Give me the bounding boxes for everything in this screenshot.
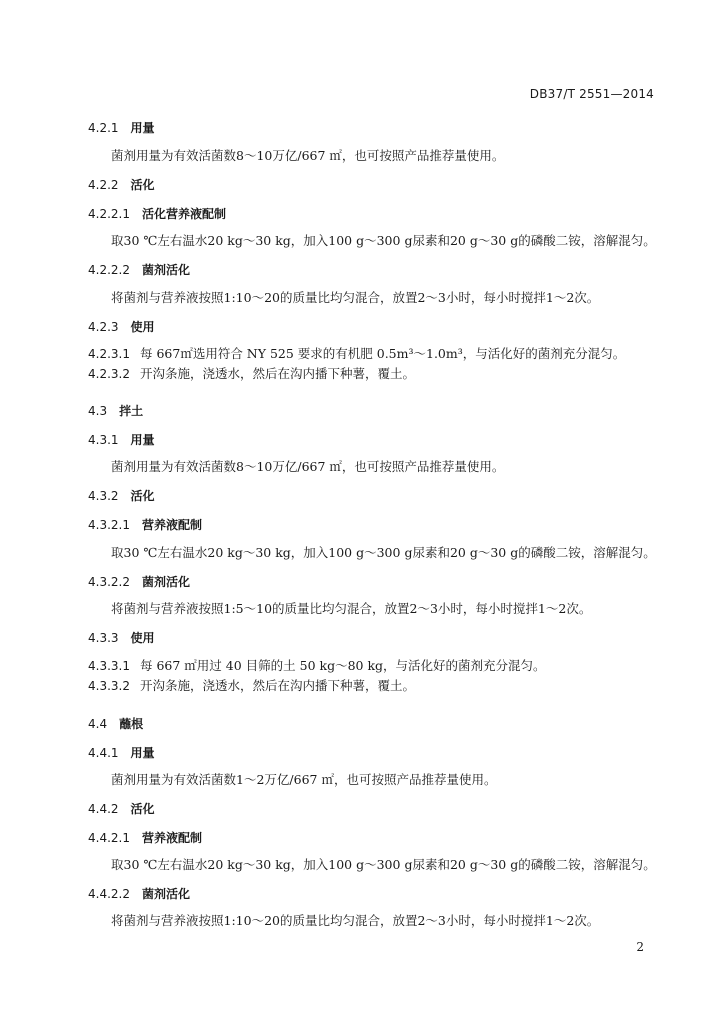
section-heading: 4.2.3 使用 (88, 320, 155, 334)
paragraph: 取30 ℃左右温水20 kg～30 kg，加入100 g～300 g尿素和20 g～30 g的磷酸二铵，溶解混匀。 (111, 545, 656, 560)
section-heading: 4.3 拌土 (88, 404, 144, 418)
paragraph: 将菌剂与营养液按照1:5～10的质量比均匀混合，放置2～3小时，每小时搅拌1～2次。 (111, 601, 592, 616)
section-heading: 4.3.1 用量 (88, 433, 155, 447)
paragraph: 将菌剂与营养液按照1:10～20的质量比均匀混合，放置2～3小时，每小时搅拌1～2次。 (111, 290, 600, 305)
page-number: 2 (636, 940, 644, 954)
section-heading: 4.2.2 活化 (88, 178, 155, 192)
section-heading: 4.4.2.2 菌剂活化 (88, 887, 190, 901)
section-heading: 4.2.1 用量 (88, 121, 155, 135)
paragraph: 取30 ℃左右温水20 kg～30 kg，加入100 g～300 g尿素和20 g～30 g的磷酸二铵，溶解混匀。 (111, 857, 656, 872)
section-heading: 4.3.2.1 营养液配制 (88, 518, 202, 532)
numbered-item: 4.2.3.2 开沟条施，浇透水，然后在沟内播下种薯，覆土。 (88, 366, 415, 381)
section-heading: 4.4.1 用量 (88, 746, 155, 760)
paragraph: 菌剂用量为有效活菌数1～2万亿/667 ㎡，也可按照产品推荐量使用。 (111, 772, 497, 787)
section-heading: 4.3.2.2 菌剂活化 (88, 575, 190, 589)
section-heading: 4.4.2 活化 (88, 802, 155, 816)
paragraph: 菌剂用量为有效活菌数8～10万亿/667 ㎡，也可按照产品推荐量使用。 (111, 459, 505, 474)
section-heading: 4.3.3 使用 (88, 631, 155, 645)
section-heading: 4.2.2.1 活化营养液配制 (88, 207, 226, 221)
section-heading: 4.4 蘸根 (88, 717, 144, 731)
paragraph: 菌剂用量为有效活菌数8～10万亿/667 ㎡，也可按照产品推荐量使用。 (111, 148, 505, 163)
section-heading: 4.2.2.2 菌剂活化 (88, 263, 190, 277)
section-heading: 4.4.2.1 营养液配制 (88, 831, 202, 845)
paragraph: 将菌剂与营养液按照1:10～20的质量比均匀混合，放置2～3小时，每小时搅拌1～2次。 (111, 913, 600, 928)
document-code: DB37/T 2551—2014 (529, 87, 654, 101)
paragraph: 取30 ℃左右温水20 kg～30 kg，加入100 g～300 g尿素和20 g～30 g的磷酸二铵，溶解混匀。 (111, 233, 656, 248)
numbered-item: 4.3.3.1 每 667 ㎡用过 40 目筛的土 50 kg～80 kg，与活化好的菌剂充分混匀。 (88, 658, 546, 673)
section-heading: 4.3.2 活化 (88, 489, 155, 503)
numbered-item: 4.2.3.1 每 667㎡选用符合 NY 525 要求的有机肥 0.5m³～1.0m³，与活化好的菌剂充分混匀。 (88, 346, 626, 361)
numbered-item: 4.3.3.2 开沟条施，浇透水，然后在沟内播下种薯，覆土。 (88, 678, 415, 693)
